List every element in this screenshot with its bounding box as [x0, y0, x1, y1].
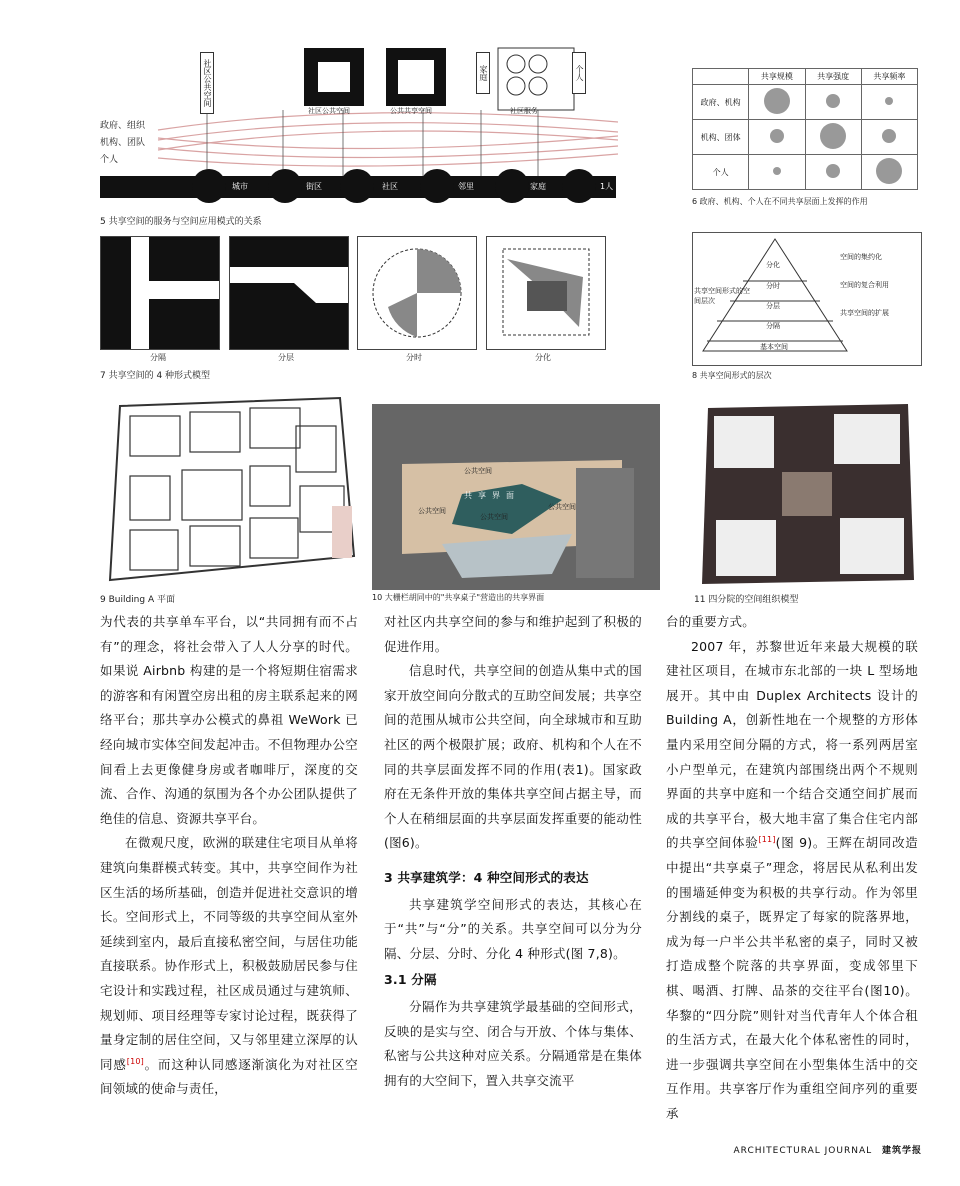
fig5-vlabel-2: 家庭 — [476, 52, 490, 94]
col2-para-2: 信息时代，共享空间的创造从集中式的国家开放空间向分散式的互助空间发展；共享空间的范围从城市公共空间，向全球城市和互助社区的两个极限扩展；政府、机构和个人在不同的共享层面发挥不同的作用(表1)。国家政府在无条件开放的集体共享空间占据主导，而个人在稍细层面的共享层面发挥重要的能动性(图6)。 — [384, 663, 642, 851]
col1-para-1: 为代表的共享单车平台，以“共同拥有而不占有”的理念，将社会带入了人人分享的时代。如果说 Airbnb 构建的是一个将短期住宿需求的游客和有闲置空房出租的房主联系起来的网络平台；那共享办公模式的鼻祖 WeWork 已经向城市实体空间发起冲击。不但物理办公空间看上去更像健身房或者咖啡厅，深度的交流、合作、沟通的氛围为各个办公团队提供了绝佳的信息、资源共享平台。 — [100, 614, 358, 826]
fig5-node-label-6: 1人 — [600, 182, 614, 191]
col2-para-1: 对社区内共享空间的参与和维护起到了积极的促进作用。 — [384, 614, 642, 654]
text-column-2 — [384, 610, 642, 1093]
fig6-col-header-3: 共享频率 — [861, 69, 917, 85]
fig8-level-5: 基本空间 — [760, 343, 788, 351]
fig5-node-6 — [562, 169, 596, 203]
fig8-left-label: 共享空间形式的空间层次 — [694, 287, 750, 305]
fig6-corner — [693, 69, 749, 85]
fig8-level-3: 分层 — [766, 302, 780, 310]
col1-para-2-tail: 。而这种认同感逐渐演化为对社区空间领域的使命与责任， — [100, 1056, 359, 1097]
fig5-node-label-4: 邻里 — [458, 182, 474, 191]
fig7-panel-2 — [229, 236, 349, 350]
fig5-node-1 — [192, 169, 226, 203]
text-column-1 — [100, 610, 358, 1102]
fig10-label-4: 公共空间 — [548, 503, 576, 511]
fig8-right-label-1: 空间的集约化 — [840, 253, 882, 261]
fig5-node-label-1: 城市 — [232, 182, 248, 191]
fig7-panel-1 — [100, 236, 220, 350]
fig9-caption: 9 Building A 平面 — [100, 595, 175, 605]
fig5-node-5 — [495, 169, 529, 203]
fig5-vlabel-3: 个人 — [572, 52, 586, 94]
fig5-node-label-5: 家庭 — [530, 182, 546, 191]
footer-journal — [733, 1143, 922, 1156]
fig8-level-2: 分时 — [766, 282, 780, 290]
fig6-col-header-1: 共享规模 — [749, 69, 805, 85]
fig7-label-1: 分隔 — [150, 353, 166, 362]
fig6-row-label-1: 政府、机构 — [693, 85, 749, 120]
col3-ref: [11] — [758, 835, 776, 845]
fig10-label-3: 公共空间 — [480, 513, 508, 521]
fig5-caption: 5 共享空间的服务与空间应用模式的关系 — [100, 217, 262, 227]
fig7-panel-3 — [357, 236, 477, 350]
col3-para-2 — [666, 635, 918, 1127]
fig7-label-2: 分层 — [278, 353, 294, 362]
fig8-right-label-2: 空间的复合利用 — [840, 281, 889, 289]
text-column-3 — [666, 610, 918, 1126]
fig5-box-label-3: 社区服务 — [510, 107, 538, 115]
col2-para-3: 共享建筑学空间形式的表达，其核心在于“共”与“分”的关系。共享空间可以分为分隔、分层、分时、分化 4 种形式(图 7,8)。 — [384, 896, 642, 961]
fig8-level-4: 分隔 — [766, 322, 780, 330]
fig7-label-4: 分化 — [535, 353, 551, 362]
fig7-panel-4 — [486, 236, 606, 350]
col2-para-4: 分隔作为共享建筑学最基础的空间形式，反映的是实与空、闭合与开放、个体与集体、私密与公共这种对应关系。分隔通常是在集体拥有的大空间下，置入共享交流平 — [384, 998, 642, 1088]
fig5-node-3 — [340, 169, 374, 203]
fig5-vlabel-1: 社区公共空间 — [200, 52, 214, 114]
fig6-row-label-3: 个人 — [693, 155, 749, 190]
col3-para-2-text: 2007 年，苏黎世近年来最大规模的联建社区项目，在城市东北部的一块 L 型场地展开。其中由 Duplex Architects 设计的 Building A，创新性地在一个规整的方形体量内采用空间分隔的方式，将一系列两居室小户型单元，在建筑内部围绕出两个不规则界面的共享中庭和一个结合交通空间扩展而成的共享平台，极大地丰富了集合住宅内部的共享空间体验 — [666, 638, 918, 851]
fig9-floorplan — [100, 396, 356, 586]
fig5-node-4 — [420, 169, 454, 203]
fig8-right-label-3: 共享空间的扩展 — [840, 309, 889, 317]
col2-section-heading: 3 共享建筑学：4 种空间形式的表达 — [384, 869, 589, 885]
col1-ref: [10] — [126, 1056, 144, 1066]
fig5-scale-label-3: 个人 — [100, 155, 119, 165]
col3-para-2-tail: (图 9)。王辉在胡同改造中提出“共享桌子”理念，将居民从私利出发的围墙延伸变为积极的共享行动。作为邻里分割线的桌子，既界定了每家的院落界地，成为每一户半公共半私密的桌子，同时又被打造成整个院落的共享界面，变成邻里下棋、喝酒、打牌、品茶的交往平台(图10)。华黎的“四分院”则针对当代青年人个体合租的生活方式，在最大化个体私密性的同时，进一步强调共享空间在小型集体生活中的交互作用。共享客厅作为重组空间序列的重要承 — [666, 835, 918, 1121]
fig5-node-2 — [268, 169, 302, 203]
col1-para-2-text: 在微观尺度，欧洲的联建住宅项目从单将建筑向集群模式转变。其中，共享空间作为社区生活的场所基础，创造并促进社交意识的增长。空间形式上，不同等级的共享空间从室外延续到室内，最后直接私密空间，与居住功能直接联系。协作形式上，积极鼓励居民参与住宅设计和实践过程，社区成员通过与建筑师、规划师、项目经理等专家讨论过程，既获得了量身定制的居住空间，又与邻里建立深厚的认同感 — [100, 835, 358, 1072]
col1-para-2 — [100, 831, 358, 1102]
footer-journal-name: ARCHITECTURAL JOURNAL — [733, 1146, 873, 1156]
fig10-label-1: 公共空间 — [464, 467, 492, 475]
footer-journal-cn: 建筑学报 — [881, 1146, 922, 1156]
fig7-label-3: 分时 — [406, 353, 422, 362]
fig10-label-2: 公共空间 — [418, 507, 446, 515]
fig5-box-label-1: 社区公共空间 — [308, 107, 350, 115]
fig10-caption: 10 大栅栏胡同中的"共享桌子"营造出的共享界面 — [372, 593, 545, 602]
fig5-scale-label-1: 政府、组织 — [100, 121, 146, 131]
fig10-center-text: 共享界面 — [464, 491, 520, 500]
fig5-box-label-2: 公共共享空间 — [390, 107, 432, 115]
fig11-photo — [694, 400, 918, 588]
fig6-table — [692, 68, 918, 190]
fig8-caption: 8 共享空间形式的层次 — [692, 371, 772, 380]
fig7-caption: 7 共享空间的 4 种形式模型 — [100, 371, 211, 381]
fig6-caption: 6 政府、机构、个人在不同共享层面上发挥的作用 — [692, 197, 868, 206]
fig6-col-header-2: 共享强度 — [805, 69, 861, 85]
col3-para-1: 台的重要方式。 — [666, 614, 755, 629]
fig11-caption: 11 四分院的空间组织模型 — [694, 595, 799, 605]
col2-subheading: 3.1 分隔 — [384, 972, 437, 988]
fig5-node-label-2: 街区 — [306, 182, 322, 191]
fig8-level-1: 分化 — [766, 261, 780, 269]
fig5-scale-label-2: 机构、团队 — [100, 138, 146, 148]
fig5-node-label-3: 社区 — [382, 182, 398, 191]
fig6-row-label-2: 机构、团体 — [693, 120, 749, 155]
